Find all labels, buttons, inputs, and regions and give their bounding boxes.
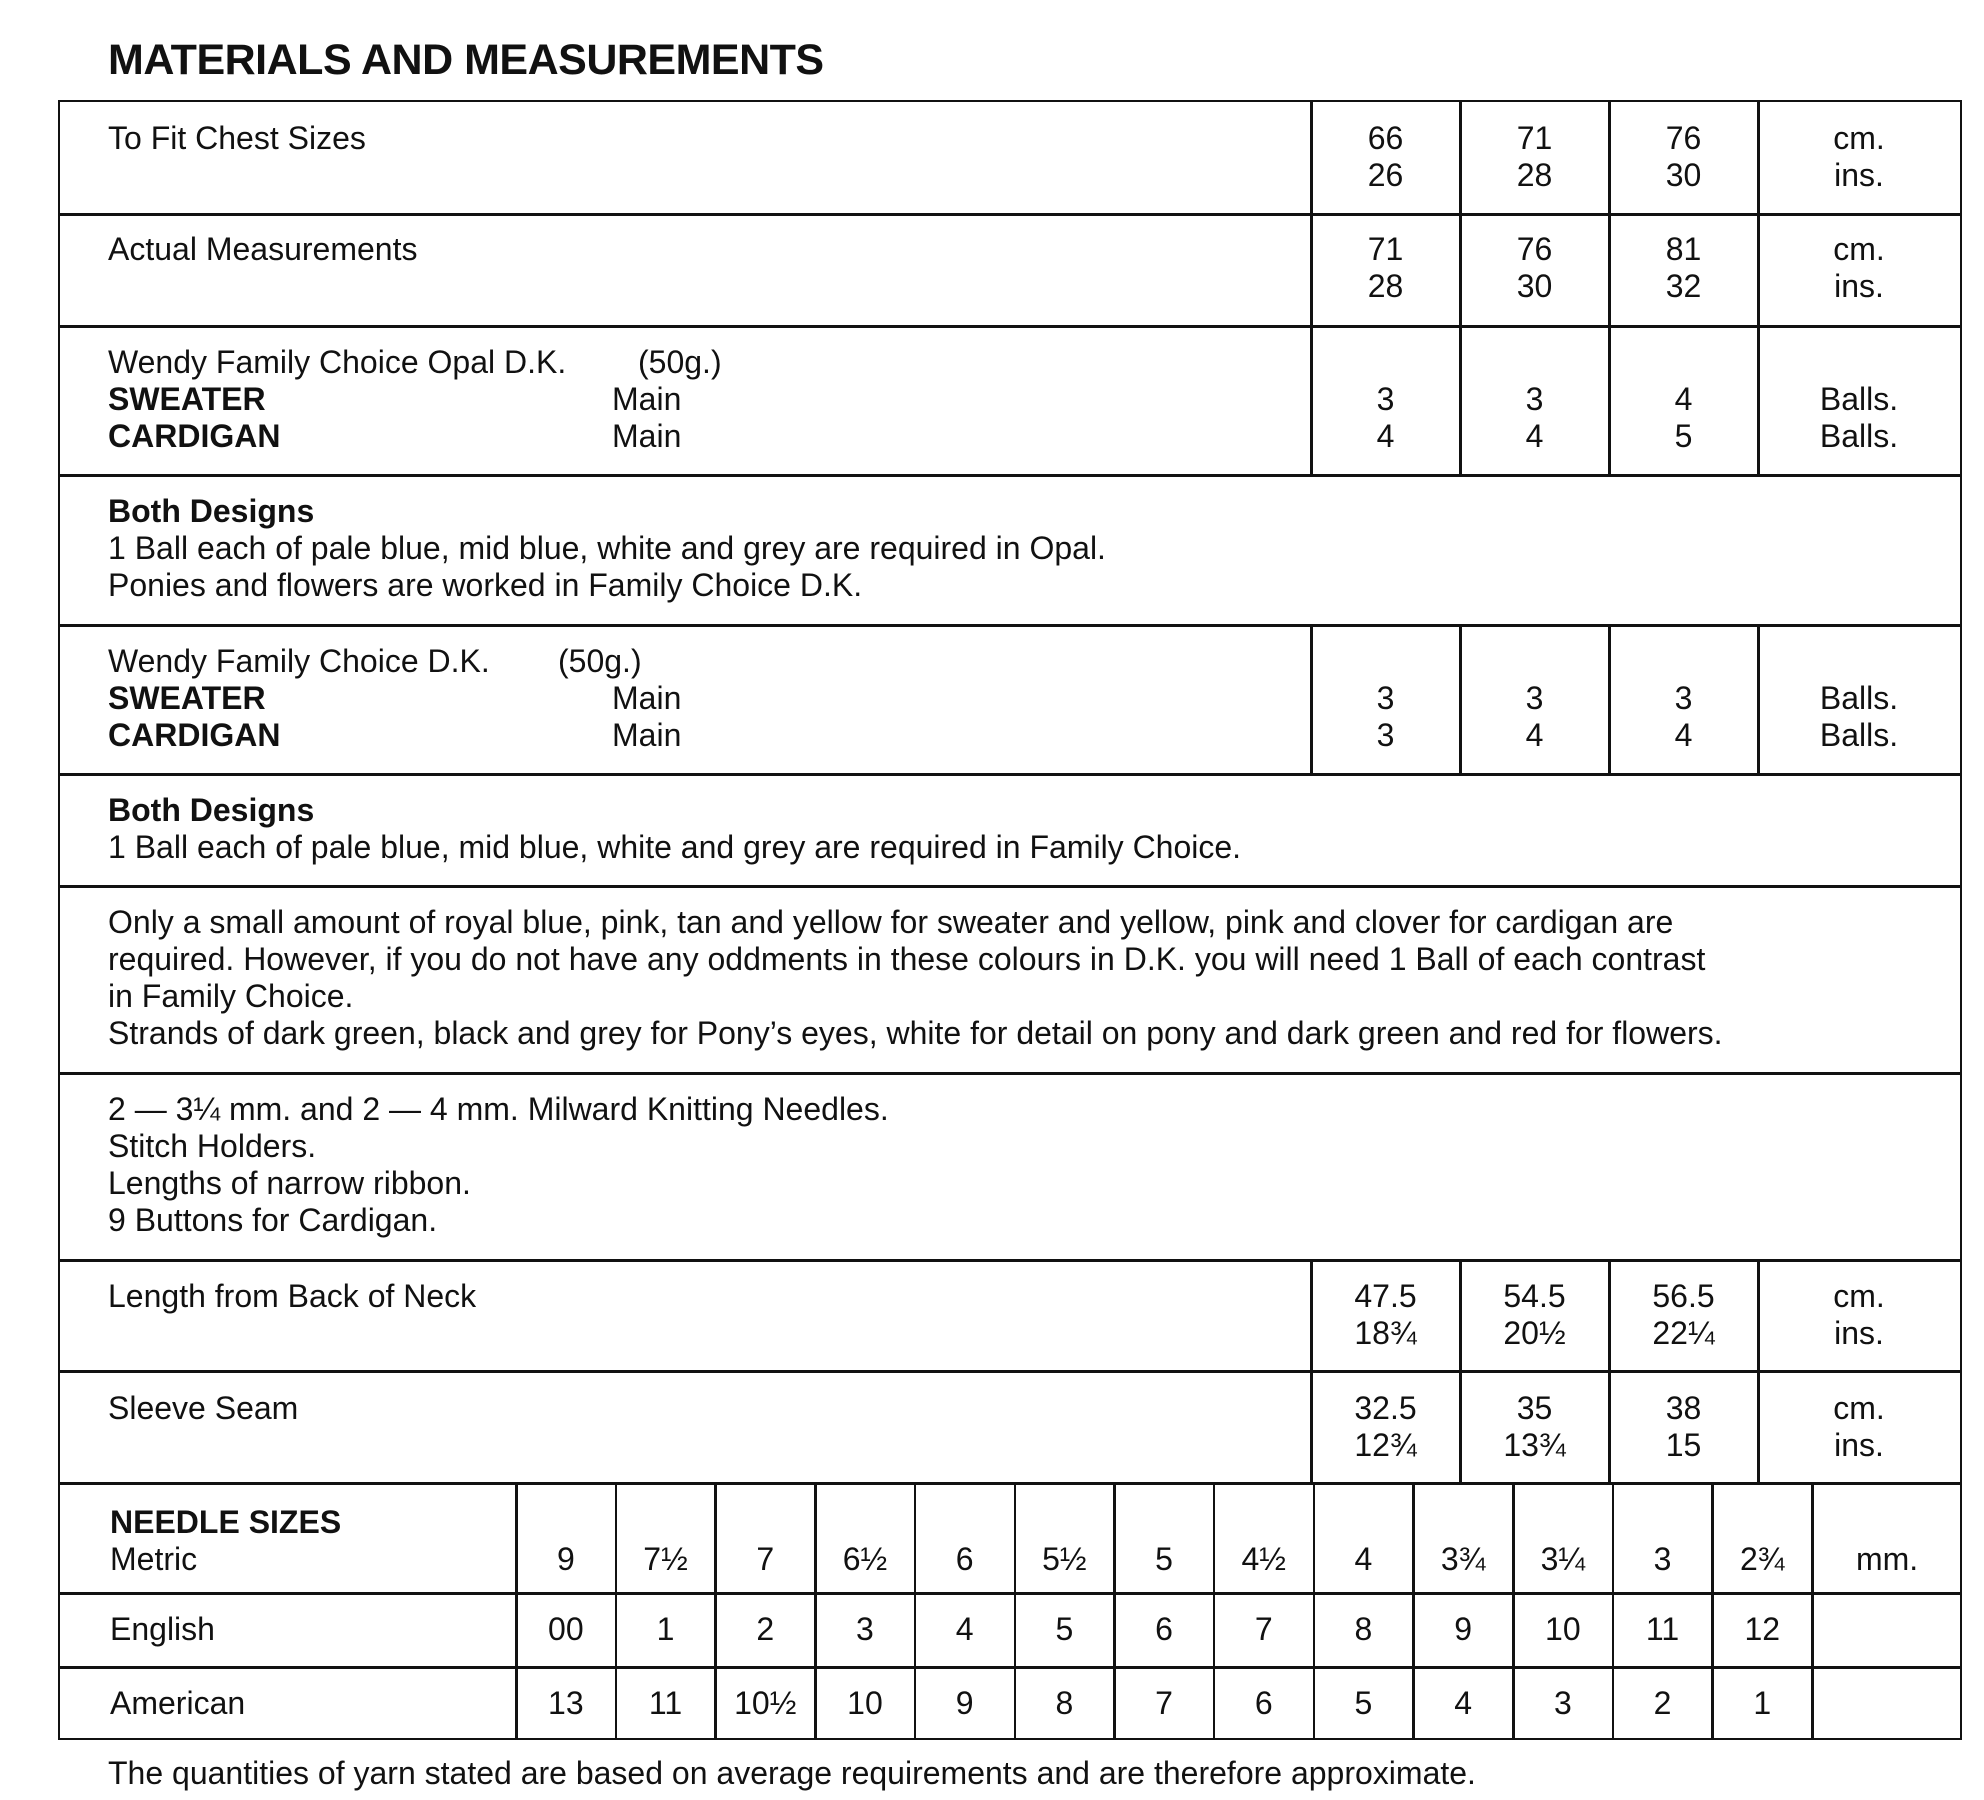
american-size-cell: 11	[648, 1685, 683, 1721]
metric-unit: mm.	[1855, 1541, 1919, 1577]
row-divider	[58, 1259, 1962, 1262]
needle-column-divider	[1811, 1482, 1814, 1740]
metric-size-cell: 3¼	[1540, 1541, 1586, 1577]
english-size-cell: 11	[1645, 1611, 1680, 1647]
sleeve-seam-label: Sleeve Seam	[108, 1390, 299, 1426]
american-size-cell: 9	[955, 1685, 974, 1721]
american-size-cell: 1	[1753, 1685, 1772, 1721]
oddments-line-2: required. However, if you do not have any oddments in these colours in D.K. you will need 1 Ball of each contrast	[108, 941, 1706, 977]
oddments-line-1: Only a small amount of royal blue, pink, tan and yellow for sweater and yellow, pink and clover for cardigan are	[108, 904, 1674, 940]
needle-sizes-heading: NEEDLE SIZES	[110, 1504, 342, 1540]
sleeve-size-3: 38 15	[1665, 1390, 1702, 1463]
length-units: cm. ins.	[1833, 1278, 1885, 1351]
metric-size-cell: 3	[1653, 1541, 1672, 1577]
opal-sweater-label: SWEATER	[108, 381, 266, 417]
metric-size-cell: 4½	[1241, 1541, 1286, 1577]
notions-line-1: 2 — 3¼ mm. and 2 — 4 mm. Milward Knitting Needles.	[108, 1091, 889, 1127]
opal-yarn-weight: (50g.)	[638, 344, 722, 380]
dk-sweater-balls-3: 3	[1674, 680, 1693, 716]
actual-size-3: 81 32	[1665, 231, 1702, 304]
opal-sweater-balls-3: 4	[1674, 381, 1693, 417]
american-size-cell: 13	[548, 1685, 584, 1721]
both-designs-dk-line-1: 1 Ball each of pale blue, mid blue, white and grey are required in Family Choice.	[108, 829, 1242, 865]
english-size-cell: 12	[1744, 1611, 1781, 1647]
american-size-cell: 10½	[734, 1685, 797, 1721]
metric-size-cell: 2¾	[1739, 1541, 1785, 1577]
actual-size-1: 71 28	[1367, 231, 1404, 304]
both-designs-opal-line-2: Ponies and flowers are worked in Family Choice D.K.	[108, 567, 863, 603]
american-label: American	[110, 1685, 246, 1721]
dk-cardigan-label: CARDIGAN	[108, 717, 281, 753]
chest-size-3: 76 30	[1665, 120, 1702, 193]
both-designs-dk-heading: Both Designs	[108, 792, 315, 828]
length-label: Length from Back of Neck	[108, 1278, 477, 1314]
dk-yarn-heading: Wendy Family Choice D.K.	[108, 643, 490, 679]
english-size-cell: 9	[1454, 1611, 1473, 1647]
notions-line-2: Stitch Holders.	[108, 1128, 317, 1164]
opal-cardigan-type: Main	[612, 418, 682, 454]
row-divider	[58, 325, 1962, 328]
english-size-cell: 2	[756, 1611, 775, 1647]
american-size-cell: 6	[1254, 1685, 1273, 1721]
row-divider	[58, 885, 1962, 888]
sleeve-size-1: 32.5 12¾	[1354, 1390, 1417, 1463]
english-size-cell: 7	[1254, 1611, 1273, 1647]
american-size-cell: 2	[1653, 1685, 1672, 1721]
both-designs-opal-line-1: 1 Ball each of pale blue, mid blue, white and grey are required in Opal.	[108, 530, 1106, 566]
opal-cardigan-label: CARDIGAN	[108, 418, 281, 454]
dk-cardigan-balls-3: 4	[1674, 717, 1693, 753]
chest-size-1: 66 26	[1367, 120, 1404, 193]
dk-cardigan-unit: Balls.	[1819, 717, 1899, 753]
opal-sweater-type: Main	[612, 381, 682, 417]
length-size-3: 56.5 22¼	[1652, 1278, 1715, 1351]
dk-cardigan-balls-1: 3	[1376, 717, 1395, 753]
notions-line-3: Lengths of narrow ribbon.	[108, 1165, 471, 1201]
opal-sweater-balls-1: 3	[1376, 381, 1395, 417]
chest-size-2: 71 28	[1516, 120, 1553, 193]
dk-cardigan-balls-2: 4	[1525, 717, 1544, 753]
chest-units: cm. ins.	[1833, 120, 1885, 193]
dk-sweater-unit: Balls.	[1819, 680, 1899, 716]
length-size-1: 47.5 18¾	[1354, 1278, 1417, 1351]
sleeve-size-2: 35 13¾	[1503, 1390, 1566, 1463]
row-divider	[58, 1370, 1962, 1373]
dk-sweater-type: Main	[612, 680, 682, 716]
dk-yarn-weight: (50g.)	[558, 643, 642, 679]
both-designs-opal-heading: Both Designs	[108, 493, 315, 529]
actual-size-2: 76 30	[1516, 231, 1553, 304]
chest-sizes-label: To Fit Chest Sizes	[108, 120, 366, 156]
oddments-line-4: Strands of dark green, black and grey for Pony’s eyes, white for detail on pony and dark green and red for flowers.	[108, 1015, 1723, 1051]
actual-measurements-label: Actual Measurements	[108, 231, 418, 267]
metric-label: Metric	[110, 1541, 198, 1577]
row-divider	[58, 773, 1962, 776]
english-size-cell: 6	[1155, 1611, 1173, 1647]
english-size-cell: 3	[856, 1611, 874, 1647]
sleeve-units: cm. ins.	[1833, 1390, 1885, 1463]
metric-size-cell: 5	[1155, 1541, 1173, 1577]
metric-size-cell: 3¾	[1440, 1541, 1486, 1577]
opal-cardigan-balls-3: 5	[1674, 418, 1693, 454]
opal-cardigan-unit: Balls.	[1819, 418, 1899, 454]
english-size-cell: 00	[548, 1611, 584, 1647]
american-size-cell: 7	[1155, 1685, 1173, 1721]
metric-size-cell: 5½	[1042, 1541, 1087, 1577]
notions-line-4: 9 Buttons for Cardigan.	[108, 1202, 438, 1238]
english-size-cell: 8	[1354, 1611, 1373, 1647]
metric-size-cell: 7	[756, 1541, 775, 1577]
dk-sweater-balls-1: 3	[1376, 680, 1395, 716]
length-size-2: 54.5 20½	[1503, 1278, 1566, 1351]
metric-size-cell: 6½	[842, 1541, 888, 1577]
american-size-cell: 4	[1454, 1685, 1473, 1721]
row-divider	[58, 1072, 1962, 1075]
opal-sweater-balls-2: 3	[1525, 381, 1544, 417]
oddments-line-3: in Family Choice.	[108, 978, 354, 1014]
english-size-cell: 5	[1055, 1611, 1074, 1647]
needle-row-divider	[58, 1666, 1962, 1669]
english-label: English	[110, 1611, 215, 1647]
opal-cardigan-balls-1: 4	[1376, 418, 1395, 454]
needle-row-divider	[58, 1592, 1962, 1595]
dk-sweater-label: SWEATER	[108, 680, 266, 716]
metric-size-cell: 6	[955, 1541, 974, 1577]
opal-cardigan-balls-2: 4	[1525, 418, 1544, 454]
american-size-cell: 5	[1354, 1685, 1373, 1721]
english-size-cell: 1	[656, 1611, 675, 1647]
page-title: MATERIALS AND MEASUREMENTS	[108, 36, 824, 84]
english-size-cell: 10	[1545, 1611, 1581, 1647]
row-divider	[58, 213, 1962, 216]
row-divider	[58, 474, 1962, 477]
english-size-cell: 4	[955, 1611, 974, 1647]
opal-yarn-heading: Wendy Family Choice Opal D.K.	[108, 344, 567, 380]
metric-size-cell: 9	[556, 1541, 575, 1577]
american-size-cell: 3	[1553, 1685, 1572, 1721]
dk-sweater-balls-2: 3	[1525, 680, 1544, 716]
metric-size-cell: 7½	[643, 1541, 688, 1577]
dk-cardigan-type: Main	[612, 717, 682, 753]
american-size-cell: 8	[1055, 1685, 1074, 1721]
footnote: The quantities of yarn stated are based on average requirements and are therefore approximate.	[108, 1755, 1476, 1791]
metric-size-cell: 4	[1354, 1541, 1373, 1577]
actual-units: cm. ins.	[1833, 231, 1885, 304]
american-size-cell: 10	[847, 1685, 883, 1721]
opal-sweater-unit: Balls.	[1819, 381, 1899, 417]
row-divider	[58, 624, 1962, 627]
